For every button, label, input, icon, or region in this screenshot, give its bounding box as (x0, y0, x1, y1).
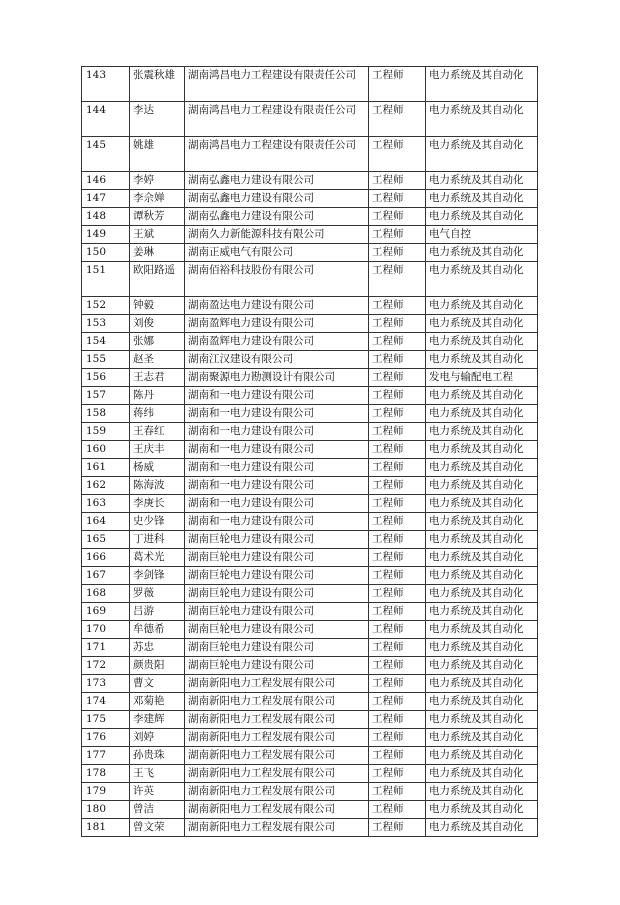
company-cell: 湖南鸿昌电力工程建设有限责任公司 (185, 67, 369, 102)
company-cell: 湖南和一电力建设有限公司 (185, 405, 369, 423)
table-row (82, 172, 538, 190)
company-cell: 湖南和一电力建设有限公司 (185, 387, 369, 405)
name-cell: 李达 (130, 102, 185, 137)
row-number-cell: 160 (82, 441, 130, 459)
company-cell: 湖南巨轮电力建设有限公司 (185, 549, 369, 567)
major-cell: 电力系统及其自动化 (426, 531, 538, 549)
row-number-cell: 162 (82, 477, 130, 495)
row-number-cell: 155 (82, 351, 130, 369)
company-cell: 湖南和一电力建设有限公司 (185, 441, 369, 459)
company-cell: 湖南和一电力建设有限公司 (185, 513, 369, 531)
name-cell: 赵圣 (130, 351, 185, 369)
major-cell: 电力系统及其自动化 (426, 172, 538, 190)
row-number-cell: 144 (82, 102, 130, 137)
name-cell: 欧阳路遥 (130, 262, 185, 297)
row-number-cell: 171 (82, 639, 130, 657)
major-cell: 电力系统及其自动化 (426, 495, 538, 513)
row-number-cell: 152 (82, 297, 130, 315)
table-row (82, 102, 538, 137)
table-row (82, 244, 538, 262)
major-cell: 电力系统及其自动化 (426, 747, 538, 765)
major-cell: 电力系统及其自动化 (426, 67, 538, 102)
major-cell: 电力系统及其自动化 (426, 621, 538, 639)
name-cell: 杨威 (130, 459, 185, 477)
table-row (82, 333, 538, 351)
company-cell: 湖南新阳电力工程发展有限公司 (185, 675, 369, 693)
table-row (82, 190, 538, 208)
row-number-cell: 151 (82, 262, 130, 297)
title-cell: 工程师 (369, 333, 426, 351)
company-cell: 湖南和一电力建设有限公司 (185, 459, 369, 477)
title-cell: 工程师 (369, 495, 426, 513)
table-row (82, 603, 538, 621)
table-row (82, 67, 538, 102)
major-cell: 电力系统及其自动化 (426, 657, 538, 675)
major-cell: 电力系统及其自动化 (426, 208, 538, 226)
table-row (82, 729, 538, 747)
title-cell: 工程师 (369, 729, 426, 747)
title-cell: 工程师 (369, 603, 426, 621)
row-number-cell: 143 (82, 67, 130, 102)
title-cell: 工程师 (369, 711, 426, 729)
major-cell: 电力系统及其自动化 (426, 693, 538, 711)
company-cell: 湖南鸿昌电力工程建设有限责任公司 (185, 137, 369, 172)
title-cell: 工程师 (369, 441, 426, 459)
major-cell: 电力系统及其自动化 (426, 477, 538, 495)
table-row (82, 639, 538, 657)
title-cell: 工程师 (369, 765, 426, 783)
title-cell: 工程师 (369, 190, 426, 208)
name-cell: 颜贵阳 (130, 657, 185, 675)
table-row (82, 801, 538, 819)
name-cell: 曹文 (130, 675, 185, 693)
name-cell: 吕游 (130, 603, 185, 621)
roster-table (81, 66, 538, 837)
major-cell: 电力系统及其自动化 (426, 333, 538, 351)
company-cell: 湖南盈达电力建设有限公司 (185, 297, 369, 315)
major-cell: 电力系统及其自动化 (426, 262, 538, 297)
name-cell: 陈丹 (130, 387, 185, 405)
title-cell: 工程师 (369, 351, 426, 369)
table-row (82, 621, 538, 639)
title-cell: 工程师 (369, 459, 426, 477)
row-number-cell: 165 (82, 531, 130, 549)
document-page (81, 66, 537, 837)
row-number-cell: 150 (82, 244, 130, 262)
name-cell: 王春红 (130, 423, 185, 441)
title-cell: 工程师 (369, 208, 426, 226)
company-cell: 湖南弘鑫电力建设有限公司 (185, 190, 369, 208)
company-cell: 湖南正威电气有限公司 (185, 244, 369, 262)
major-cell: 电力系统及其自动化 (426, 405, 538, 423)
row-number-cell: 181 (82, 819, 130, 837)
name-cell: 李剑锋 (130, 567, 185, 585)
company-cell: 湖南新阳电力工程发展有限公司 (185, 747, 369, 765)
table-row (82, 693, 538, 711)
company-cell: 湖南弘鑫电力建设有限公司 (185, 172, 369, 190)
row-number-cell: 147 (82, 190, 130, 208)
row-number-cell: 176 (82, 729, 130, 747)
company-cell: 湖南久力新能源科技有限公司 (185, 226, 369, 244)
company-cell: 湖南新阳电力工程发展有限公司 (185, 819, 369, 837)
title-cell: 工程师 (369, 693, 426, 711)
table-row (82, 513, 538, 531)
row-number-cell: 154 (82, 333, 130, 351)
title-cell: 工程师 (369, 226, 426, 244)
row-number-cell: 145 (82, 137, 130, 172)
company-cell: 湖南佰裕科技股份有限公司 (185, 262, 369, 297)
table-row (82, 531, 538, 549)
row-number-cell: 148 (82, 208, 130, 226)
company-cell: 湖南和一电力建设有限公司 (185, 477, 369, 495)
roster-table-body (82, 67, 538, 837)
name-cell: 王斌 (130, 226, 185, 244)
company-cell: 湖南江汉建设有限公司 (185, 351, 369, 369)
major-cell: 电力系统及其自动化 (426, 819, 538, 837)
name-cell: 牟德希 (130, 621, 185, 639)
company-cell: 湖南新阳电力工程发展有限公司 (185, 729, 369, 747)
title-cell: 工程师 (369, 819, 426, 837)
title-cell: 工程师 (369, 477, 426, 495)
row-number-cell: 174 (82, 693, 130, 711)
row-number-cell: 173 (82, 675, 130, 693)
title-cell: 工程师 (369, 657, 426, 675)
table-row (82, 747, 538, 765)
name-cell: 邓菊艳 (130, 693, 185, 711)
name-cell: 葛术光 (130, 549, 185, 567)
title-cell: 工程师 (369, 262, 426, 297)
major-cell: 电力系统及其自动化 (426, 585, 538, 603)
company-cell: 湖南巨轮电力建设有限公司 (185, 603, 369, 621)
name-cell: 王飞 (130, 765, 185, 783)
major-cell: 电力系统及其自动化 (426, 102, 538, 137)
title-cell: 工程师 (369, 297, 426, 315)
table-row (82, 459, 538, 477)
row-number-cell: 177 (82, 747, 130, 765)
name-cell: 曾文荣 (130, 819, 185, 837)
company-cell: 湖南盈辉电力建设有限公司 (185, 315, 369, 333)
name-cell: 李婷 (130, 172, 185, 190)
name-cell: 王庆丰 (130, 441, 185, 459)
title-cell: 工程师 (369, 67, 426, 102)
company-cell: 湖南巨轮电力建设有限公司 (185, 639, 369, 657)
title-cell: 工程师 (369, 675, 426, 693)
row-number-cell: 166 (82, 549, 130, 567)
row-number-cell: 157 (82, 387, 130, 405)
name-cell: 姜琳 (130, 244, 185, 262)
table-row (82, 351, 538, 369)
table-row (82, 226, 538, 244)
title-cell: 工程师 (369, 244, 426, 262)
major-cell: 电力系统及其自动化 (426, 675, 538, 693)
title-cell: 工程师 (369, 513, 426, 531)
name-cell: 曾洁 (130, 801, 185, 819)
company-cell: 湖南巨轮电力建设有限公司 (185, 531, 369, 549)
title-cell: 工程师 (369, 172, 426, 190)
table-row (82, 819, 538, 837)
company-cell: 湖南鸿昌电力工程建设有限责任公司 (185, 102, 369, 137)
major-cell: 电力系统及其自动化 (426, 711, 538, 729)
major-cell: 电力系统及其自动化 (426, 567, 538, 585)
row-number-cell: 170 (82, 621, 130, 639)
table-row (82, 567, 538, 585)
major-cell: 发电与输配电工程 (426, 369, 538, 387)
title-cell: 工程师 (369, 405, 426, 423)
table-row (82, 441, 538, 459)
row-number-cell: 169 (82, 603, 130, 621)
table-row (82, 137, 538, 172)
row-number-cell: 178 (82, 765, 130, 783)
company-cell: 湖南巨轮电力建设有限公司 (185, 585, 369, 603)
name-cell: 李建辉 (130, 711, 185, 729)
major-cell: 电力系统及其自动化 (426, 387, 538, 405)
company-cell: 湖南新阳电力工程发展有限公司 (185, 801, 369, 819)
row-number-cell: 175 (82, 711, 130, 729)
major-cell: 电气自控 (426, 226, 538, 244)
name-cell: 陈海波 (130, 477, 185, 495)
major-cell: 电力系统及其自动化 (426, 137, 538, 172)
row-number-cell: 146 (82, 172, 130, 190)
company-cell: 湖南和一电力建设有限公司 (185, 495, 369, 513)
row-number-cell: 161 (82, 459, 130, 477)
title-cell: 工程师 (369, 801, 426, 819)
table-row (82, 208, 538, 226)
title-cell: 工程师 (369, 531, 426, 549)
major-cell: 电力系统及其自动化 (426, 729, 538, 747)
name-cell: 姚雄 (130, 137, 185, 172)
name-cell: 丁进科 (130, 531, 185, 549)
name-cell: 蒋纬 (130, 405, 185, 423)
major-cell: 电力系统及其自动化 (426, 459, 538, 477)
title-cell: 工程师 (369, 137, 426, 172)
table-row (82, 783, 538, 801)
table-row (82, 585, 538, 603)
name-cell: 刘俊 (130, 315, 185, 333)
title-cell: 工程师 (369, 549, 426, 567)
major-cell: 电力系统及其自动化 (426, 639, 538, 657)
title-cell: 工程师 (369, 102, 426, 137)
major-cell: 电力系统及其自动化 (426, 441, 538, 459)
company-cell: 湖南新阳电力工程发展有限公司 (185, 783, 369, 801)
row-number-cell: 179 (82, 783, 130, 801)
company-cell: 湖南新阳电力工程发展有限公司 (185, 693, 369, 711)
major-cell: 电力系统及其自动化 (426, 765, 538, 783)
major-cell: 电力系统及其自动化 (426, 315, 538, 333)
major-cell: 电力系统及其自动化 (426, 244, 538, 262)
name-cell: 张震秋雄 (130, 67, 185, 102)
name-cell: 钟毅 (130, 297, 185, 315)
row-number-cell: 163 (82, 495, 130, 513)
major-cell: 电力系统及其自动化 (426, 801, 538, 819)
company-cell: 湖南弘鑫电力建设有限公司 (185, 208, 369, 226)
name-cell: 刘婷 (130, 729, 185, 747)
table-row (82, 423, 538, 441)
name-cell: 史少锋 (130, 513, 185, 531)
major-cell: 电力系统及其自动化 (426, 549, 538, 567)
title-cell: 工程师 (369, 747, 426, 765)
title-cell: 工程师 (369, 567, 426, 585)
title-cell: 工程师 (369, 621, 426, 639)
name-cell: 孙贵珠 (130, 747, 185, 765)
table-row (82, 369, 538, 387)
table-row (82, 262, 538, 297)
row-number-cell: 167 (82, 567, 130, 585)
table-row (82, 495, 538, 513)
row-number-cell: 159 (82, 423, 130, 441)
title-cell: 工程师 (369, 315, 426, 333)
row-number-cell: 149 (82, 226, 130, 244)
title-cell: 工程师 (369, 369, 426, 387)
name-cell: 张娜 (130, 333, 185, 351)
company-cell: 湖南巨轮电力建设有限公司 (185, 657, 369, 675)
table-row (82, 477, 538, 495)
name-cell: 李佘婵 (130, 190, 185, 208)
row-number-cell: 168 (82, 585, 130, 603)
table-row (82, 297, 538, 315)
table-row (82, 711, 538, 729)
name-cell: 谭秋芳 (130, 208, 185, 226)
row-number-cell: 153 (82, 315, 130, 333)
company-cell: 湖南新阳电力工程发展有限公司 (185, 711, 369, 729)
table-row (82, 765, 538, 783)
name-cell: 李庚长 (130, 495, 185, 513)
title-cell: 工程师 (369, 639, 426, 657)
company-cell: 湖南盈辉电力建设有限公司 (185, 333, 369, 351)
table-row (82, 315, 538, 333)
major-cell: 电力系统及其自动化 (426, 190, 538, 208)
table-row (82, 549, 538, 567)
table-row (82, 387, 538, 405)
table-row (82, 405, 538, 423)
title-cell: 工程师 (369, 387, 426, 405)
major-cell: 电力系统及其自动化 (426, 423, 538, 441)
company-cell: 湖南巨轮电力建设有限公司 (185, 621, 369, 639)
name-cell: 罗薇 (130, 585, 185, 603)
row-number-cell: 158 (82, 405, 130, 423)
company-cell: 湖南聚源电力勘测设计有限公司 (185, 369, 369, 387)
company-cell: 湖南巨轮电力建设有限公司 (185, 567, 369, 585)
major-cell: 电力系统及其自动化 (426, 297, 538, 315)
row-number-cell: 156 (82, 369, 130, 387)
name-cell: 许英 (130, 783, 185, 801)
company-cell: 湖南新阳电力工程发展有限公司 (185, 765, 369, 783)
major-cell: 电力系统及其自动化 (426, 603, 538, 621)
major-cell: 电力系统及其自动化 (426, 513, 538, 531)
title-cell: 工程师 (369, 783, 426, 801)
row-number-cell: 172 (82, 657, 130, 675)
major-cell: 电力系统及其自动化 (426, 351, 538, 369)
title-cell: 工程师 (369, 423, 426, 441)
name-cell: 王志君 (130, 369, 185, 387)
table-row (82, 675, 538, 693)
row-number-cell: 180 (82, 801, 130, 819)
row-number-cell: 164 (82, 513, 130, 531)
company-cell: 湖南和一电力建设有限公司 (185, 423, 369, 441)
table-row (82, 657, 538, 675)
title-cell: 工程师 (369, 585, 426, 603)
major-cell: 电力系统及其自动化 (426, 783, 538, 801)
name-cell: 苏忠 (130, 639, 185, 657)
